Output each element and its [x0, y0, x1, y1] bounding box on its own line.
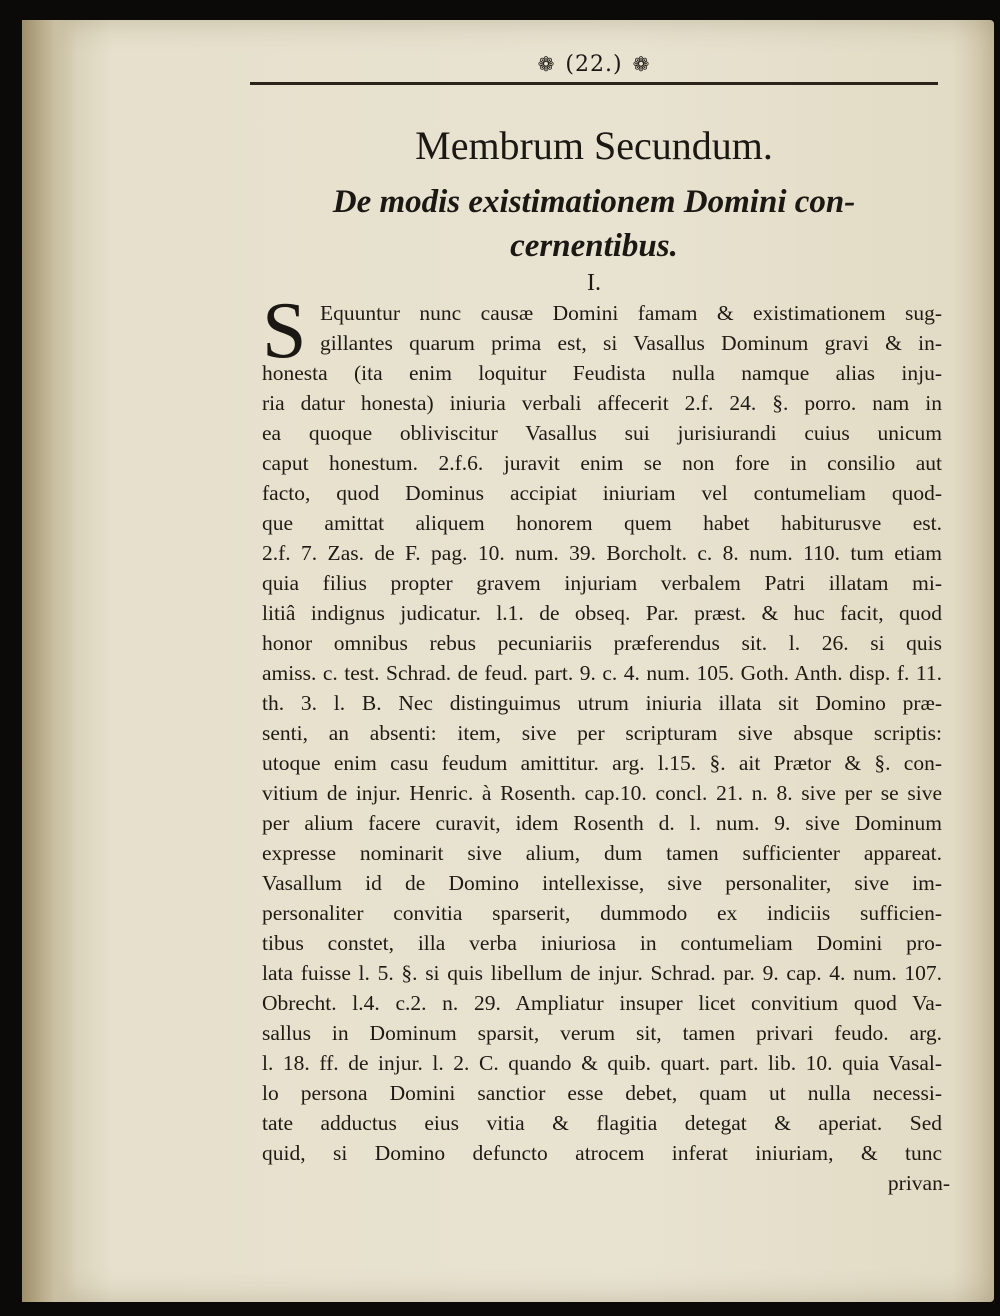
page-number: (22.) — [565, 52, 623, 77]
text-line: Vasallum id de Domino intellexisse, sive personaliter, sive im- — [262, 871, 942, 895]
text-line: senti, an absenti: item, sive per scripturam sive absque scriptis: — [262, 721, 942, 745]
text-line: que amittat aliquem honorem quem habet habiturusve est. — [262, 511, 942, 535]
text-line: privan- — [887, 1171, 950, 1195]
text-line: litiâ indignus judicatur. l.1. de obseq. Par. præst. & huc facit, quod — [262, 601, 942, 625]
text-line: tate adductus eius vitia & flagitia detegat & aperiat. Sed — [262, 1111, 942, 1135]
text-line: utoque enim casu feudum amittitur. arg. l.15. §. ait Prætor & §. con- — [262, 751, 942, 775]
text-line: Obrecht. l.4. c.2. n. 29. Ampliatur insuper licet convitium quod Va- — [262, 991, 942, 1015]
text-line: Equuntur nunc causæ Domini famam & existimationem sug- — [320, 301, 942, 325]
text-line: quia filius propter gravem injuriam verbalem Patri illatam mi- — [262, 571, 942, 595]
text-line: sallus in Dominum sparsit, verum sit, tamen privari feudo. arg. — [262, 1021, 942, 1045]
section-numeral: I. — [587, 270, 601, 296]
page-header — [250, 48, 938, 88]
text-line: per alium facere curavit, idem Rosenth d. l. num. 9. sive Dominum — [262, 811, 942, 835]
text-line: caput honestum. 2.f.6. juravit enim se non fore in consilio aut — [262, 451, 942, 475]
flower-ornament-icon: ❁ — [632, 52, 651, 76]
page-number-line — [250, 52, 938, 77]
section-title: Membrum Secundum. — [415, 123, 773, 168]
text-line: tibus constet, illa verba iniuriosa in contumeliam Domini pro- — [262, 931, 942, 955]
text-line: ria datur honesta) iniuria verbali affecerit 2.f. 24. §. porro. nam in — [262, 391, 942, 415]
body-text — [262, 287, 952, 1195]
text-line: l. 18. ff. de injur. l. 2. C. quando & quib. quart. part. lib. 10. quia Vasal- — [262, 1051, 942, 1075]
header-rule — [250, 82, 938, 85]
subtitle-line: cernentibus. — [510, 228, 678, 264]
text-line: vitium de injur. Henric. à Rosenth. cap.10. concl. 21. n. 8. sive per se sive — [262, 781, 942, 805]
text-line: gillantes quarum prima est, si Vasallus Dominum gravi & in- — [320, 331, 942, 355]
text-line: th. 3. l. B. Nec distinguimus utrum iniuria illata sit Domino præ- — [262, 691, 942, 715]
text-line: lo persona Domini sanctior esse debet, quam ut nulla necessi- — [262, 1081, 942, 1105]
section-subtitle — [250, 180, 938, 268]
drop-cap: S — [262, 287, 307, 375]
subtitle-line: De modis existimationem Domini con- — [332, 184, 856, 220]
text-line: facto, quod Dominus accipiat iniuriam vel contumeliam quod- — [262, 481, 942, 505]
text-line: 2.f. 7. Zas. de F. pag. 10. num. 39. Borcholt. c. 8. num. 110. tum etiam — [262, 541, 942, 565]
flower-ornament-icon: ❁ — [537, 52, 556, 76]
page-gutter — [22, 20, 77, 1302]
text-line: honesta (ita enim loquitur Feudista nulla namque alias inju- — [262, 361, 942, 385]
text-line: lata fuisse l. 5. §. si quis libellum de injur. Schrad. par. 9. cap. 4. num. 107. — [262, 961, 942, 985]
text-line: personaliter convitia sparserit, dummodo ex indiciis sufficien- — [262, 901, 942, 925]
text-line: quid, si Domino defuncto atrocem inferat iniuriam, & tunc — [262, 1141, 942, 1165]
text-line: amiss. c. test. Schrad. de feud. part. 9. c. 4. num. 105. Goth. Anth. disp. f. 11. — [262, 661, 942, 685]
text-line: expresse nominarit sive alium, dum tamen sufficienter appareat. — [262, 841, 942, 865]
text-line: ea quoque obliviscitur Vasallus sui jurisiurandi cuius unicum — [262, 421, 942, 445]
text-line: honor omnibus rebus pecuniariis præferendus sit. l. 26. si quis — [262, 631, 942, 655]
